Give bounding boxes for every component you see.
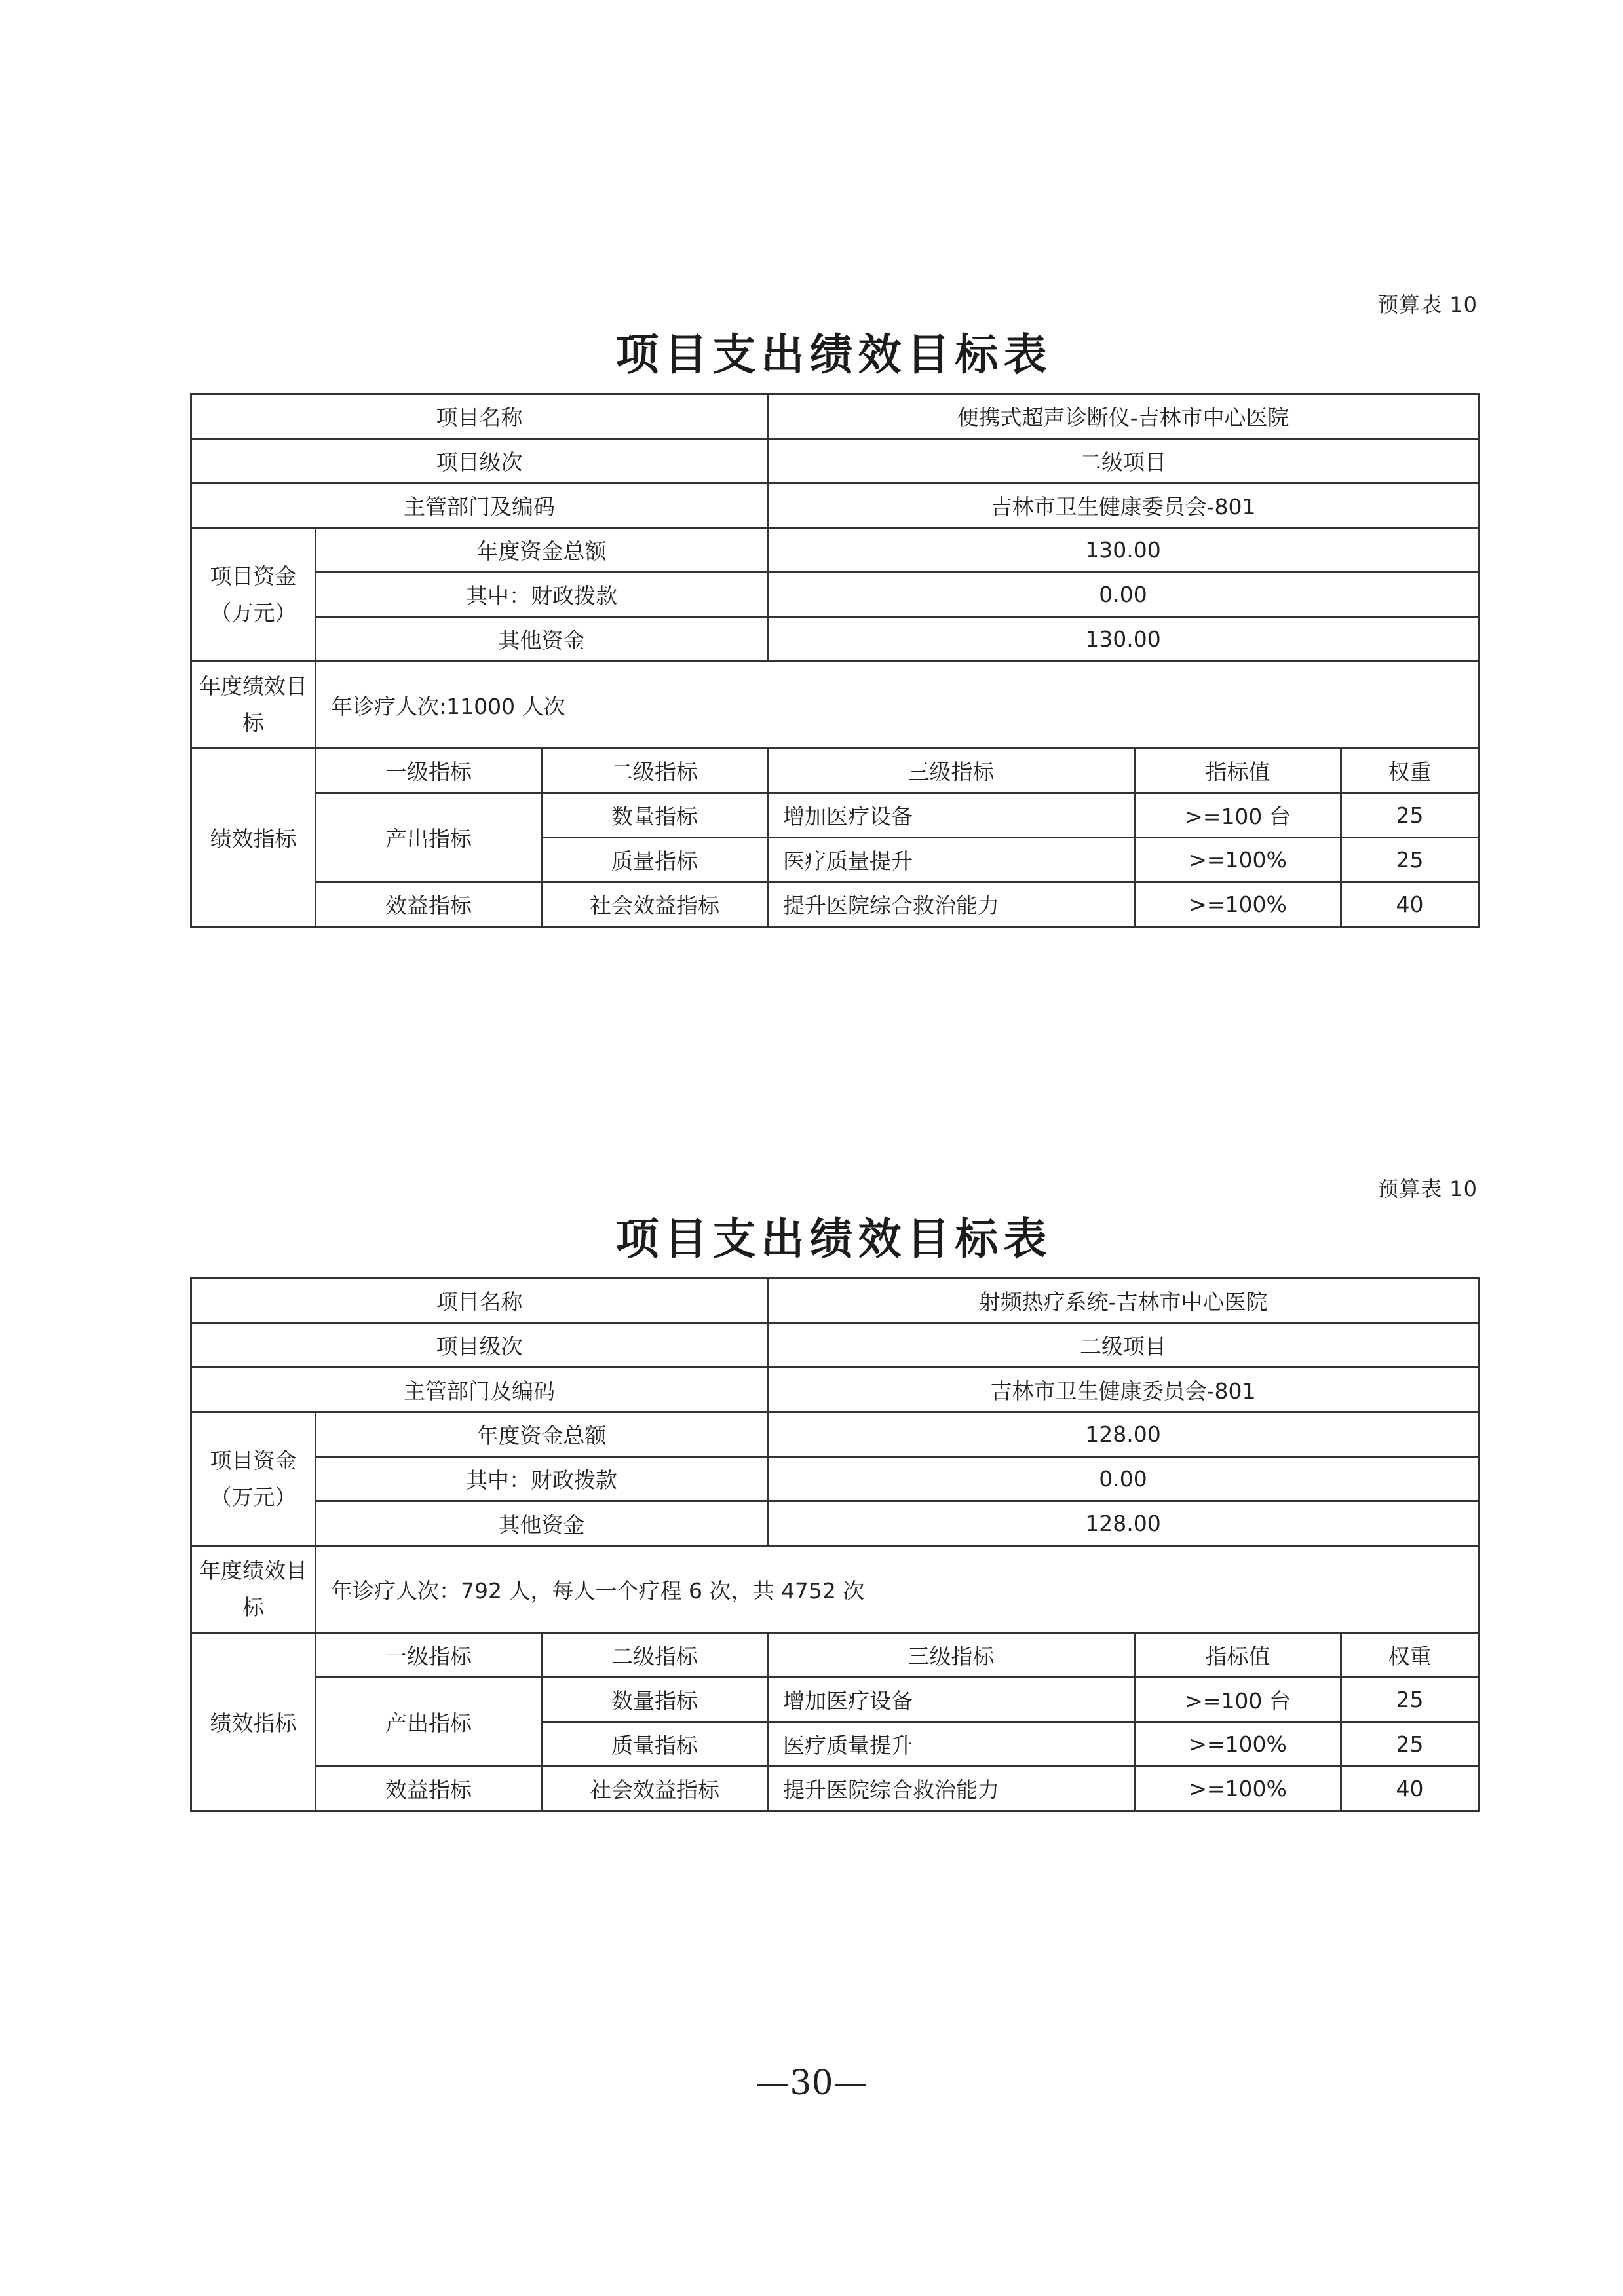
performance-goal-table — [190, 1277, 1480, 1812]
project-name-label: 项目名称 — [191, 394, 768, 439]
col-level2-header: 二级指标 — [542, 1633, 768, 1678]
col-level3-header: 三级指标 — [768, 749, 1135, 793]
annual-total-label: 年度资金总额 — [316, 1412, 768, 1457]
project-level-value: 二级项目 — [768, 439, 1479, 483]
annual-total-value: 130.00 — [768, 528, 1479, 573]
level3-cell: 医疗质量提升 — [768, 1722, 1135, 1767]
value-cell: >=100% — [1135, 1722, 1341, 1767]
table-row — [191, 793, 1479, 838]
weight-cell: 25 — [1341, 1722, 1479, 1767]
level2-cell: 社会效益指标 — [542, 882, 768, 927]
project-level-label: 项目级次 — [191, 439, 768, 483]
department-label: 主管部门及编码 — [191, 483, 768, 528]
performance-goal-table — [190, 393, 1480, 928]
other-funds-label: 其他资金 — [316, 617, 768, 662]
funds-group-label: 项目资金（万元） — [191, 1412, 316, 1546]
other-funds-label: 其他资金 — [316, 1501, 768, 1546]
annual-total-label: 年度资金总额 — [316, 528, 768, 573]
col-level1-header: 一级指标 — [316, 749, 542, 793]
department-label: 主管部门及编码 — [191, 1368, 768, 1412]
value-cell: >=100 台 — [1135, 793, 1341, 838]
department-value: 吉林市卫生健康委员会-801 — [768, 1368, 1479, 1412]
project-level-label: 项目级次 — [191, 1323, 768, 1368]
project-name-value: 射频热疗系统-吉林市中心医院 — [768, 1279, 1479, 1323]
value-cell: >=100% — [1135, 882, 1341, 927]
indicators-label: 绩效指标 — [191, 1633, 316, 1811]
level2-cell: 质量指标 — [542, 1722, 768, 1767]
level3-cell: 增加医疗设备 — [768, 1678, 1135, 1722]
level3-cell: 增加医疗设备 — [768, 793, 1135, 838]
col-weight-header: 权重 — [1341, 749, 1479, 793]
level1-cell: 产出指标 — [316, 1678, 542, 1767]
level2-cell: 社会效益指标 — [542, 1767, 768, 1811]
department-value: 吉林市卫生健康委员会-801 — [768, 483, 1479, 528]
annual-goal-value: 年诊疗人次:11000 人次 — [316, 662, 1479, 749]
col-level2-header: 二级指标 — [542, 749, 768, 793]
annual-goal-label: 年度绩效目标 — [191, 1546, 316, 1633]
weight-cell: 25 — [1341, 793, 1479, 838]
level3-cell: 医疗质量提升 — [768, 838, 1135, 882]
other-funds-value: 130.00 — [768, 617, 1479, 662]
table-tag: 预算表 10 — [1377, 292, 1478, 317]
weight-cell: 25 — [1341, 838, 1479, 882]
table-row — [191, 1678, 1479, 1722]
weight-cell: 25 — [1341, 1678, 1479, 1722]
level2-cell: 数量指标 — [542, 793, 768, 838]
fiscal-value: 0.00 — [768, 1457, 1479, 1501]
weight-cell: 40 — [1341, 1767, 1479, 1811]
table-row — [191, 882, 1479, 927]
col-value-header: 指标值 — [1135, 749, 1341, 793]
project-name-value: 便携式超声诊断仪-吉林市中心医院 — [768, 394, 1479, 439]
table-tag: 预算表 10 — [1377, 1176, 1478, 1201]
fiscal-label: 其中：财政拨款 — [316, 1457, 768, 1501]
level1-cell: 效益指标 — [316, 1767, 542, 1811]
level3-cell: 提升医院综合救治能力 — [768, 882, 1135, 927]
value-cell: >=100% — [1135, 838, 1341, 882]
annual-goal-label: 年度绩效目标 — [191, 662, 316, 749]
page-number: —30— — [755, 2063, 868, 2103]
level3-cell: 提升医院综合救治能力 — [768, 1767, 1135, 1811]
funds-group-label: 项目资金（万元） — [191, 528, 316, 662]
annual-total-value: 128.00 — [768, 1412, 1479, 1457]
table-title: 项目支出绩效目标表 — [615, 329, 1052, 380]
level2-cell: 数量指标 — [542, 1678, 768, 1722]
col-value-header: 指标值 — [1135, 1633, 1341, 1678]
value-cell: >=100 台 — [1135, 1678, 1341, 1722]
value-cell: >=100% — [1135, 1767, 1341, 1811]
table-title: 项目支出绩效目标表 — [615, 1214, 1052, 1264]
col-level3-header: 三级指标 — [768, 1633, 1135, 1678]
annual-goal-value: 年诊疗人次：792 人，每人一个疗程 6 次，共 4752 次 — [316, 1546, 1479, 1633]
col-weight-header: 权重 — [1341, 1633, 1479, 1678]
project-level-value: 二级项目 — [768, 1323, 1479, 1368]
level2-cell: 质量指标 — [542, 838, 768, 882]
table-row — [191, 1767, 1479, 1811]
level1-cell: 效益指标 — [316, 882, 542, 927]
project-name-label: 项目名称 — [191, 1279, 768, 1323]
other-funds-value: 128.00 — [768, 1501, 1479, 1546]
col-level1-header: 一级指标 — [316, 1633, 542, 1678]
weight-cell: 40 — [1341, 882, 1479, 927]
level1-cell: 产出指标 — [316, 793, 542, 882]
fiscal-value: 0.00 — [768, 573, 1479, 617]
fiscal-label: 其中：财政拨款 — [316, 573, 768, 617]
indicators-label: 绩效指标 — [191, 749, 316, 927]
